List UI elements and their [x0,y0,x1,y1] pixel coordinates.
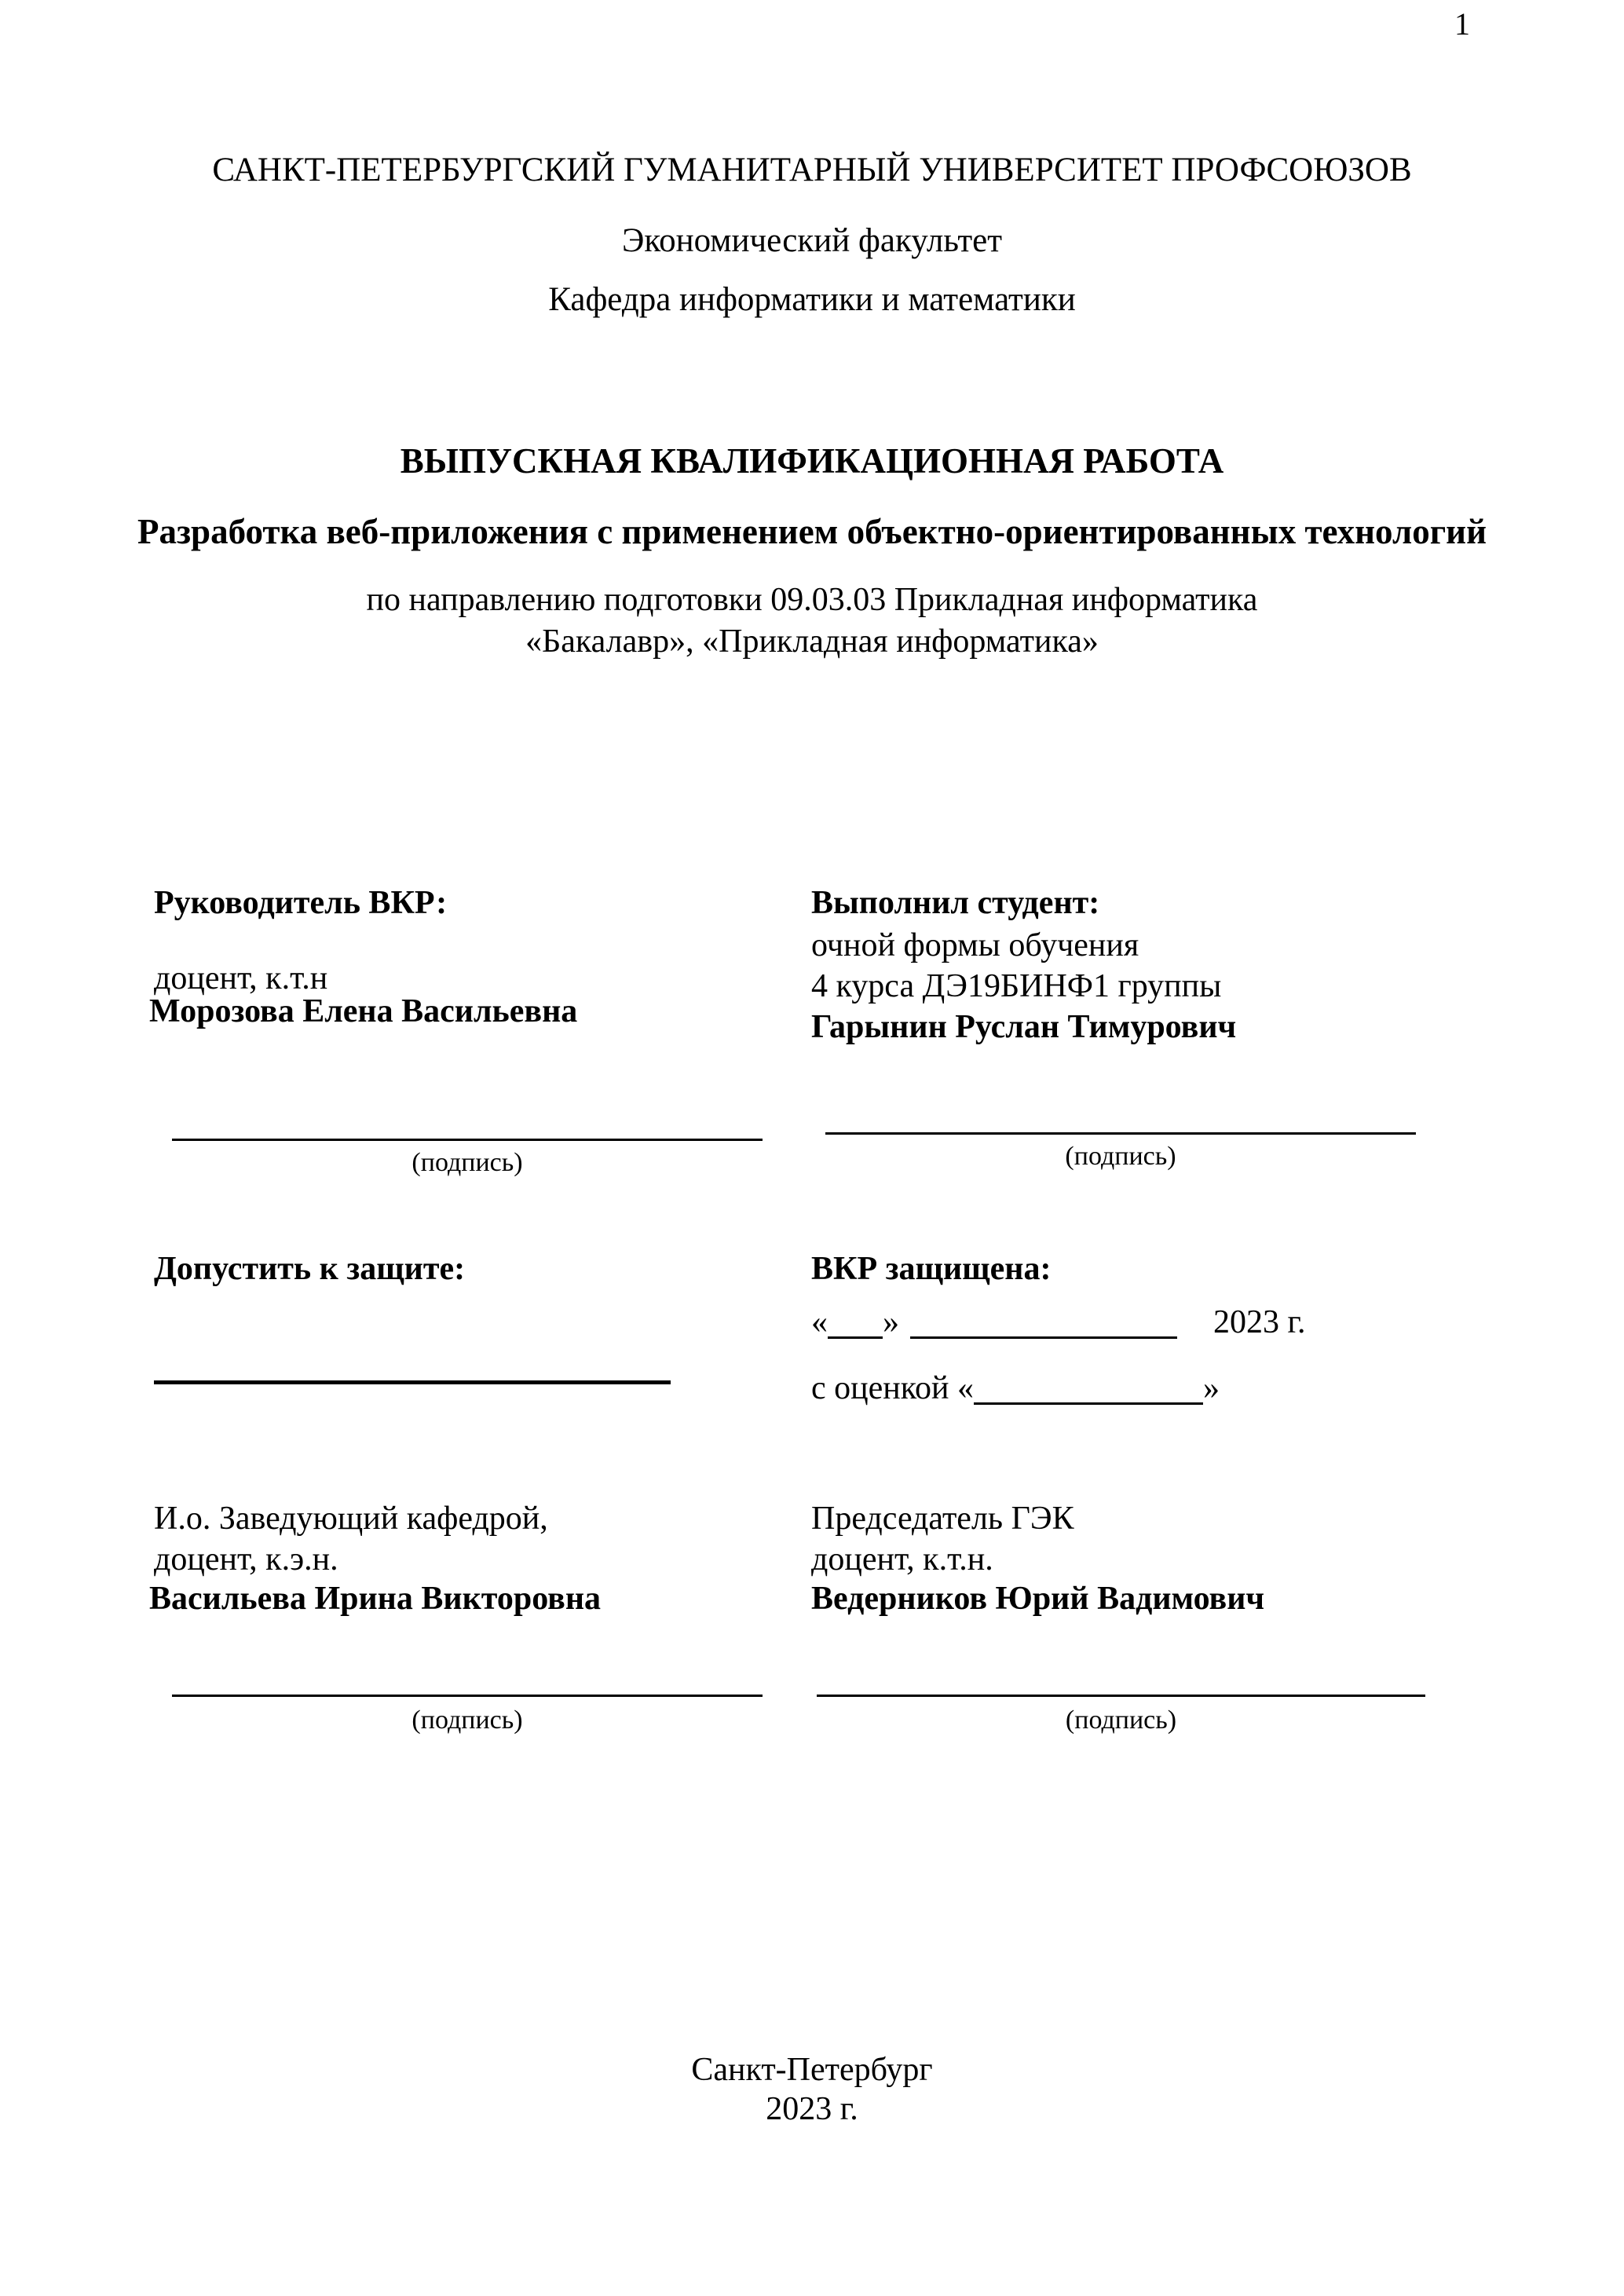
gek-chair-signature-caption: (подпись) [1065,1706,1177,1735]
grade-suffix: » [1203,1370,1220,1406]
student-signature-caption: (подпись) [1065,1142,1176,1171]
gek-chair-name: Ведерников Юрий Вадимович [811,1581,1265,1617]
supervisor-position: доцент, к.т.н [154,960,328,996]
admission-label: Допустить к защите: [154,1251,466,1287]
grade-row [811,1369,1220,1407]
work-type-title: ВЫПУСКНАЯ КВАЛИФИКАЦИОННАЯ РАБОТА [400,441,1224,481]
supervisor-label: Руководитель ВКР: [154,885,448,921]
grade-blank [974,1402,1203,1405]
supervisor-signature-caption: (подпись) [411,1148,523,1177]
head-of-department-signature-caption: (подпись) [411,1706,523,1735]
supervisor-name: Морозова Елена Васильевна [149,993,578,1029]
thesis-title: Разработка веб-приложения с применением объектно-ориентированных технологий [137,512,1487,551]
degree-line: «Бакалавр», «Прикладная информатика» [525,623,1099,660]
footer-year: 2023 г. [766,2091,858,2127]
defense-year: 2023 г. [1213,1304,1306,1340]
head-of-department-signature-line [172,1695,763,1697]
grade-prefix: с оценкой « [811,1370,974,1406]
gek-chair-position: доцент, к.т.н. [811,1541,993,1578]
head-of-department-label: И.о. Заведующий кафедрой, [154,1501,548,1537]
university-name: САНКТ-ПЕТЕРБУРГСКИЙ ГУМАНИТАРНЫЙ УНИВЕРСИТЕТ ПРОФСОЮЗОВ [212,152,1412,188]
date-quote-close: » [883,1304,899,1340]
gek-chair-label: Председатель ГЭК [811,1501,1074,1537]
gek-chair-signature-line [817,1695,1425,1697]
department-name: Кафедра информатики и математики [548,281,1076,318]
date-day-blank [828,1336,883,1339]
head-of-department-position: доцент, к.э.н. [154,1541,338,1578]
defense-label: ВКР защищена: [811,1251,1052,1287]
date-month-blank [910,1336,1177,1339]
footer-city: Санкт-Петербург [691,2052,933,2088]
student-label: Выполнил студент: [811,885,1100,921]
student-signature-line [825,1132,1416,1135]
student-study-form: очной формы обучения [811,927,1139,963]
student-name: Гарынин Руслан Тимурович [811,1009,1237,1045]
admission-signature-line [154,1380,671,1384]
defense-date-row [811,1303,1306,1341]
page-number: 1 [1454,6,1470,42]
program-line: по направлению подготовки 09.03.03 Прикладная информатика [366,582,1258,618]
student-group: 4 курса ДЭ19БИНФ1 группы [811,968,1222,1004]
supervisor-signature-line [172,1139,763,1141]
head-of-department-name: Васильева Ирина Викторовна [149,1581,602,1617]
faculty-name: Экономический факультет [622,222,1002,259]
date-quote-open: « [811,1304,828,1340]
